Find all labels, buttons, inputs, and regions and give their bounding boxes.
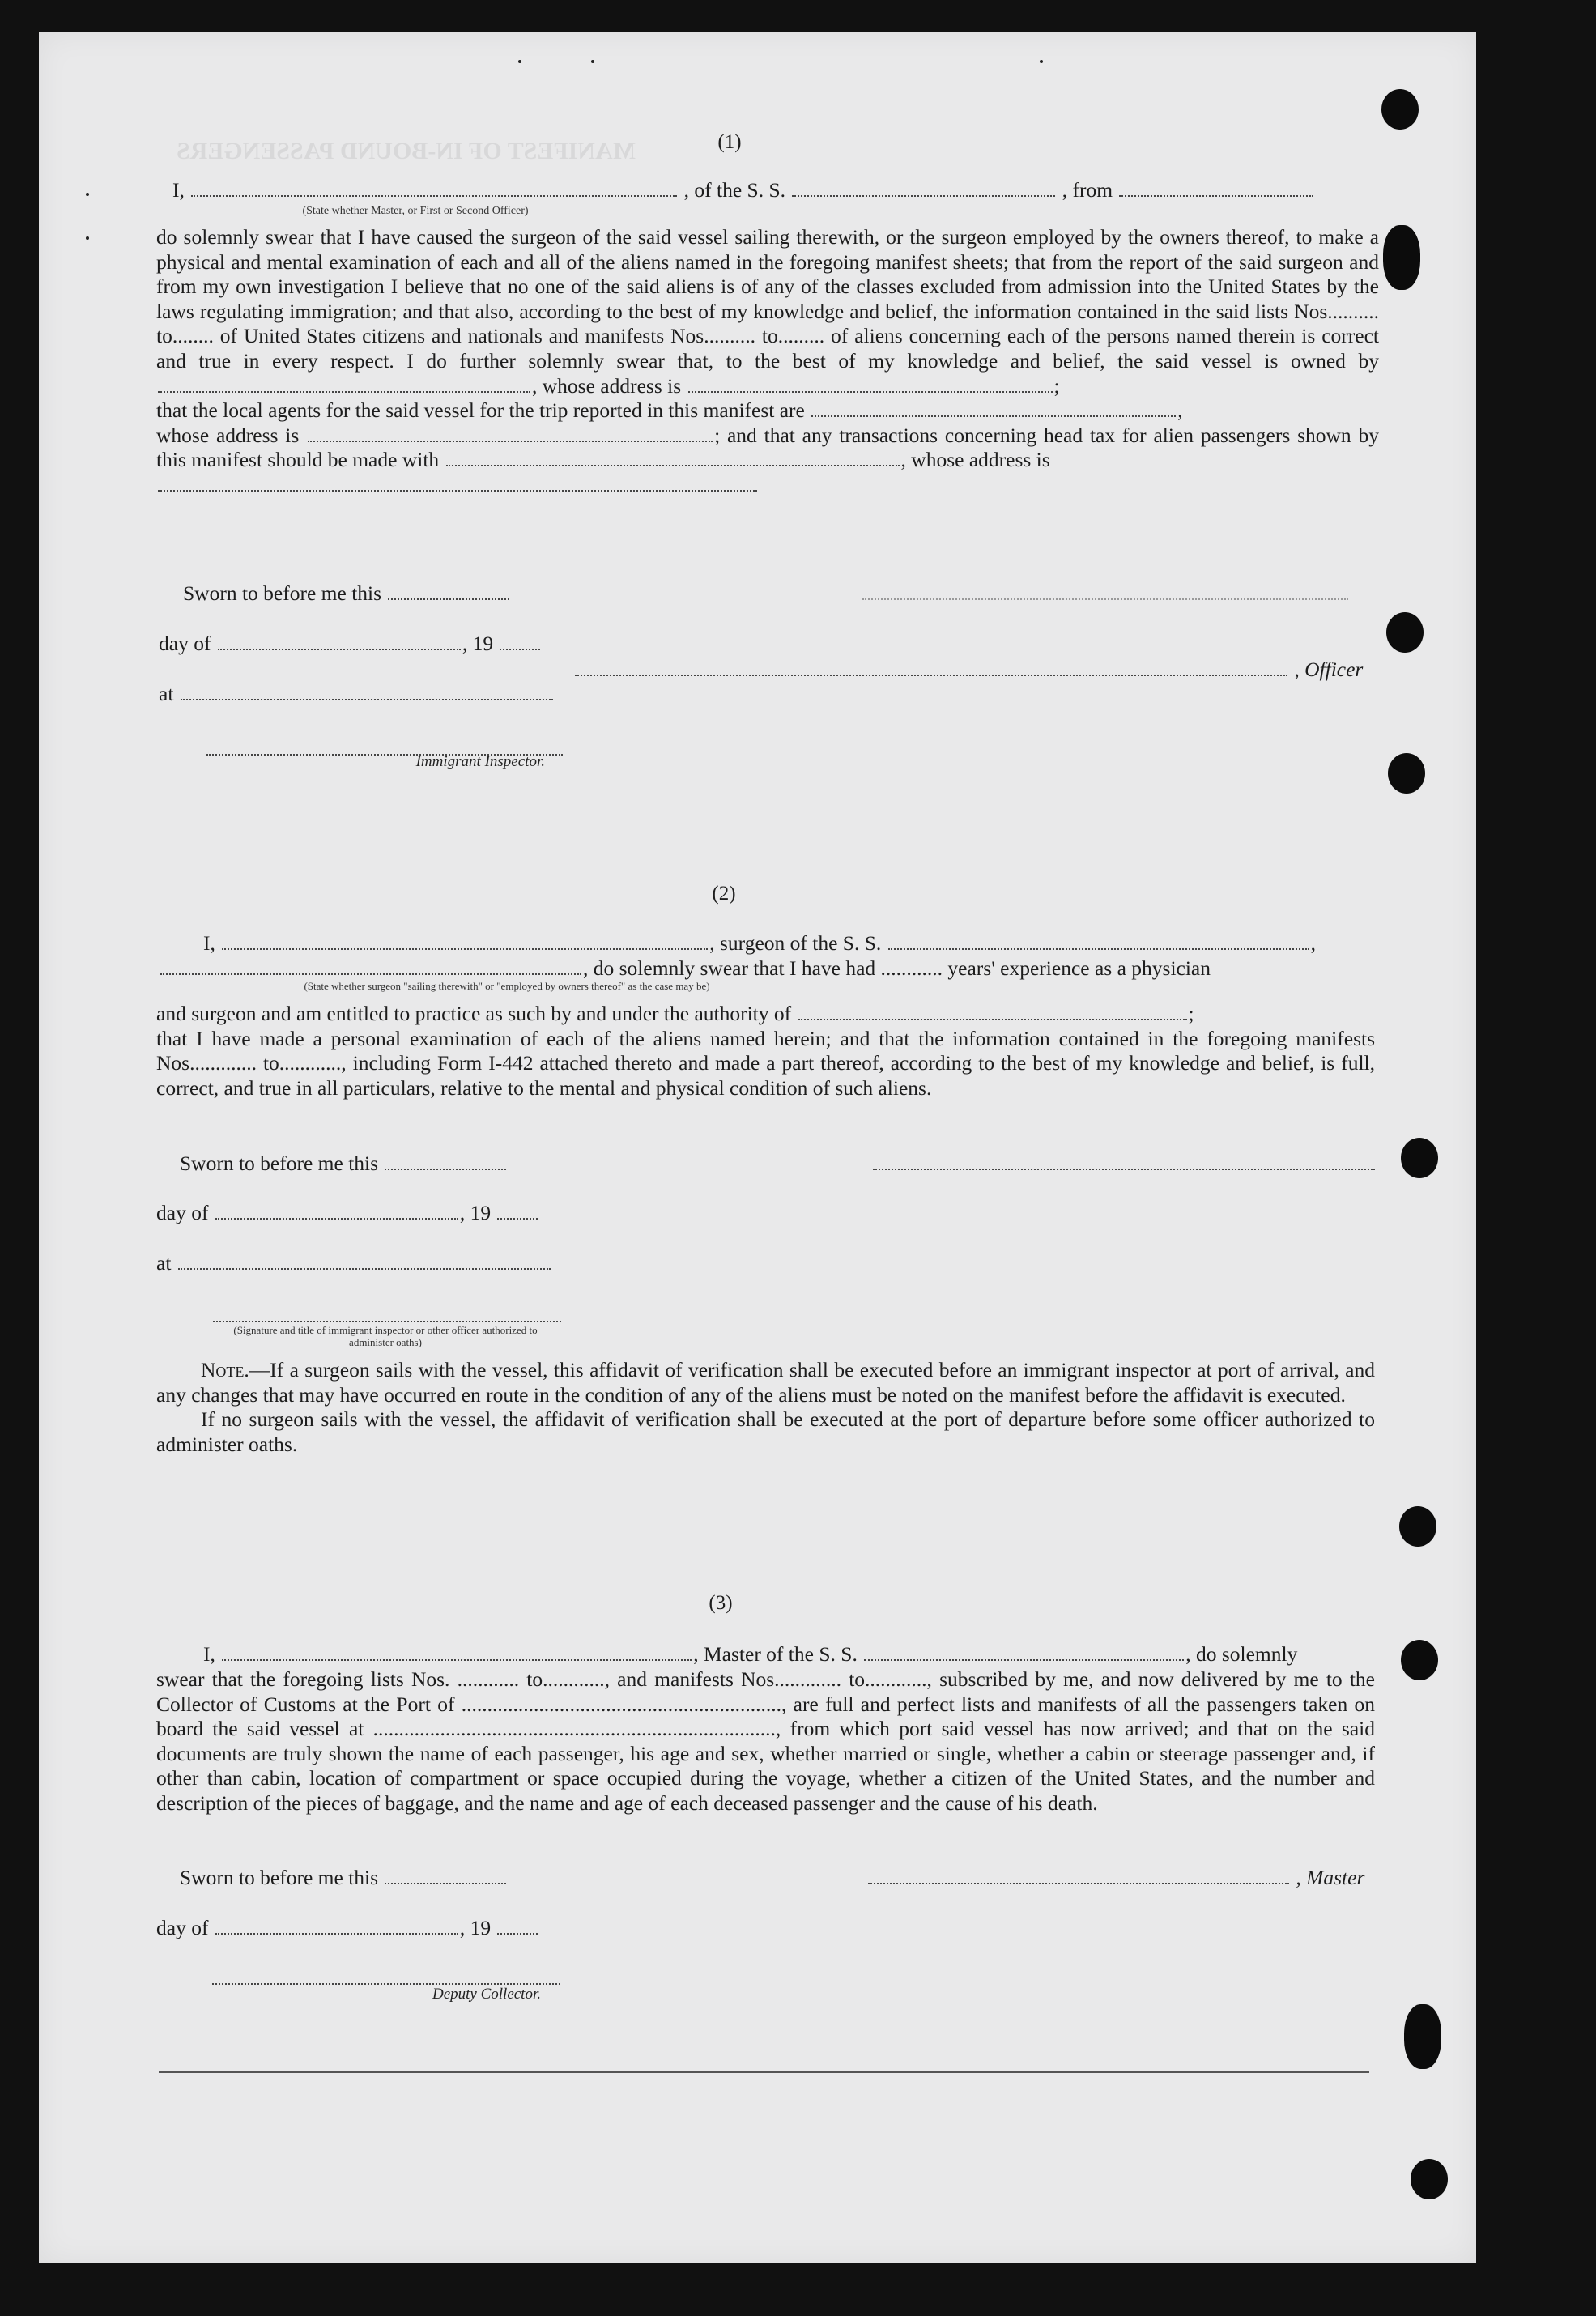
label-i: I, [203,931,215,955]
label-year: , 19 [459,1201,492,1224]
contact-address-field[interactable] [158,489,757,492]
section3-line1 [203,1642,1297,1667]
authority-field[interactable] [798,1018,1187,1020]
section2-body1: and surgeon and am entitled to practice as such by and under the authority of [156,1002,792,1025]
sworn-day-field[interactable] [385,1882,506,1884]
year-field[interactable] [497,1932,538,1935]
label-at: at [159,682,174,705]
inspector-caption: Immigrant Inspector. [415,753,545,770]
vessel-name-field[interactable] [792,194,1055,197]
label-from: , from [1062,178,1113,202]
owner-address-field[interactable] [688,390,1053,393]
place-field[interactable] [178,1267,551,1270]
section1-officer-sig-top [861,581,1350,606]
label-year: , 19 [462,632,494,655]
label-at: at [156,1251,172,1275]
note-text-2: If no surgeon sails with the vessel, the affidavit of verification shall be executed at the port of departure before some officer authorized to administer oaths. [156,1407,1375,1456]
collector-signature-field[interactable] [212,1982,560,1985]
surgeon-status-field[interactable] [160,973,581,975]
surgeon-signature-row [871,1152,1377,1176]
label-sworn: Sworn to before me this [180,1152,379,1175]
label-year: , 19 [459,1916,492,1939]
speck [86,193,89,196]
section1-body: do solemnly swear that I have caused the surgeon of the said vessel sailing therewith, or the surgeon employed by the owners thereof, to make a physical and mental examination of each and all of the aliens named in the foregoing manifest sheets; that from the report of the said surgeon and from my own investigation I believe that no one of the said aliens is of any of the classes excluded from admission into the United States by the laws regulating immigration; and that also, according to the best of my knowledge and belief, the information contained in the said lists Nos.......... to........ of United States citizens and nationals and manifests Nos.......... to......... of aliens concerning each of the persons named therein is correct and true in every respect. I do further solemnly swear that, to the best of my knowledge and belief, the said vessel is owned by , whose address is ; that the local agents for the said vessel for the trip reported in this manifest are , whose address is ; and that any transactions concerning head tax for alien passengers shown by this manifest should be made with , whose address is [156,225,1379,498]
section3-day-row [156,1916,539,1940]
section1-at-row [159,682,555,706]
speck [1040,60,1043,63]
owner-field[interactable] [158,390,530,393]
section1-body-text: do solemnly swear that I have caused the surgeon of the said vessel sailing therewith, or the surgeon employed by the owners thereof, to make a physical and mental examination of each and all of the aliens named in the foregoing manifest sheets; that from the report of the said surgeon and from my own investigation I believe that no one of the said aliens is of any of the classes excluded from admission into the United States by the laws regulating immigration; and that also, according to the best of my knowledge and belief, the information contained in the said lists Nos.......... to........ of United States citizens and nationals and manifests Nos.......... to......... of aliens concerning each of the persons named therein is correct and true in every respect. I do further solemnly swear that, to the best of my knowledge and belief, the said vessel is owned by [156,225,1379,373]
punch-hole [1401,1640,1438,1680]
label-day-of: day of [156,1916,209,1939]
agents-address-field[interactable] [308,440,713,442]
label-of-ss: , of the S. S. [683,178,786,202]
section1-line1 [172,178,1315,202]
officer-name-field[interactable] [191,194,677,197]
section2-sworn-row [180,1152,508,1176]
head-tax-contact-field[interactable] [446,464,900,466]
label-i: I, [172,178,185,202]
document-page [39,32,1476,2263]
administering-officer-caption: (Signature and title of immigrant inspector or other officer authorized to administer oaths) [233,1324,538,1348]
section2-heading: (2) [712,883,736,905]
label-years-experience: , do solemnly swear that I have had ............ years' experience as a physician [583,956,1211,980]
label-day-of: day of [156,1201,209,1224]
officer-signature-field[interactable] [575,674,1287,676]
punch-hole [1399,1506,1436,1547]
bottom-rule [159,2071,1369,2073]
surgeon-status-caption: (State whether surgeon "sailing therewith" or "employed by owners thereof" as the case may be) [304,980,710,992]
place-field[interactable] [181,698,553,700]
section1-day-row [159,632,542,656]
sworn-day-field[interactable] [388,598,509,600]
month-field[interactable] [215,1217,458,1220]
label-master-of-ss: , Master of the S. S. [693,1642,858,1666]
officer-rank-caption: (State whether Master, or First or Second Officer) [302,205,529,217]
surgeon-vessel-field[interactable] [888,947,1309,950]
section2-body2: that I have made a personal examination of each of the aliens named herein; and that the information contained in the foregoing manifests Nos............. to............, including Form I-442 attached thereto and made a part thereof, according to the best of my knowledge and belief, is full, correct, and true in all particulars, relative to the mental and physical condition of such aliens. [156,1026,1375,1100]
punch-hole [1404,2004,1441,2069]
section2-note [156,1358,1375,1457]
month-field[interactable] [218,648,461,650]
punch-hole [1383,225,1420,290]
section1-officer-row [573,658,1363,682]
year-field[interactable] [497,1217,538,1220]
bleed-through-text: MANIFEST OF IN-BOUND PASSENGERS [177,138,636,164]
label-head-tax: ; and that any transactions concerning head tax for alien passengers shown by this manifest should be made with [156,423,1379,472]
master-name-field[interactable] [222,1658,692,1661]
section3-body-text: swear that the foregoing lists Nos. ............ to............, and manifests Nos............. to............, subscribed by me, and now delivered by me to the Collector of Customs at the Port of .............................................................., are full and perfect lists and manifests of all the passengers taken on board the said vessel at .............................................................................., from which port said vessel has now arrived; and that on the said documents are truly shown the name of each passenger, his age and sex, whether married or single, whether a cabin or steerage passenger and, if other than cabin, location of compartment or space occupied during the voyage, whether a citizen of the United States, and the number and description of the pieces of baggage, and the name and age of each deceased passenger and the cause of his death. [156,1667,1375,1815]
administering-officer-field[interactable] [213,1320,561,1322]
from-port-field[interactable] [1119,194,1313,197]
sworn-day-field[interactable] [385,1168,506,1170]
section2-at-row [156,1251,552,1275]
section2-line2 [159,956,1211,981]
label-agents-address: whose address is [156,423,300,447]
officer-signature-top-field[interactable] [862,598,1348,600]
punch-hole [1411,2159,1448,2199]
label-master: , Master [1296,1866,1365,1889]
speck [86,236,89,240]
master-vessel-field[interactable] [864,1658,1184,1661]
master-signature-row [866,1866,1364,1890]
agents-field[interactable] [811,415,1176,417]
note-label: Note. [201,1358,249,1382]
surgeon-name-field[interactable] [222,947,708,950]
section2-body: and surgeon and am entitled to practice as such by and under the authority of ; that I have made a personal examination of each of the aliens named herein; and that the information contained in the foregoing manifests Nos............. to............, including Form I-442 attached thereto and made a part thereof, according to the best of my knowledge and belief, is full, correct, and true in all particulars, relative to the mental and physical condition of such aliens. [156,1002,1375,1100]
label-officer: , Officer [1294,658,1364,681]
label-sworn: Sworn to before me this [183,581,382,605]
speck [518,60,521,63]
speck [591,60,594,63]
label-agents: that the local agents for the said vessel for the trip reported in this manifest are [156,398,805,423]
master-signature-field[interactable] [868,1882,1289,1884]
label-day-of: day of [159,632,211,655]
note-text-1: —If a surgeon sails with the vessel, this affidavit of verification shall be executed before an immigrant inspector at port of arrival, and any changes that may have occurred en route in the condition of any of the aliens must be noted on the manifest before the affidavit is executed. [156,1358,1375,1407]
label-do-solemnly: , do solemnly [1185,1642,1298,1666]
section3-sworn-row [180,1866,508,1890]
label-owner-address: , whose address is [532,373,682,398]
punch-hole [1401,1138,1438,1178]
label-contact-address: , whose address is [900,448,1050,472]
section1-heading: (1) [717,131,742,153]
section2-day-row [156,1201,539,1225]
section2-line1: I, , surgeon of the S. S. , [203,931,1317,955]
label-sworn: Sworn to before me this [180,1866,379,1889]
section3-body [156,1667,1375,1816]
year-field[interactable] [500,648,540,650]
punch-hole [1388,753,1425,794]
surgeon-signature-field[interactable] [873,1168,1375,1170]
punch-hole [1381,89,1419,130]
label-surgeon-of-ss: , surgeon of the S. S. [709,931,882,955]
label-i: I, [203,1642,215,1666]
collector-caption: Deputy Collector. [432,1986,541,2003]
section3-heading: (3) [709,1592,733,1614]
section1-sworn-row [183,581,511,606]
punch-hole [1386,612,1424,653]
month-field[interactable] [215,1932,458,1935]
